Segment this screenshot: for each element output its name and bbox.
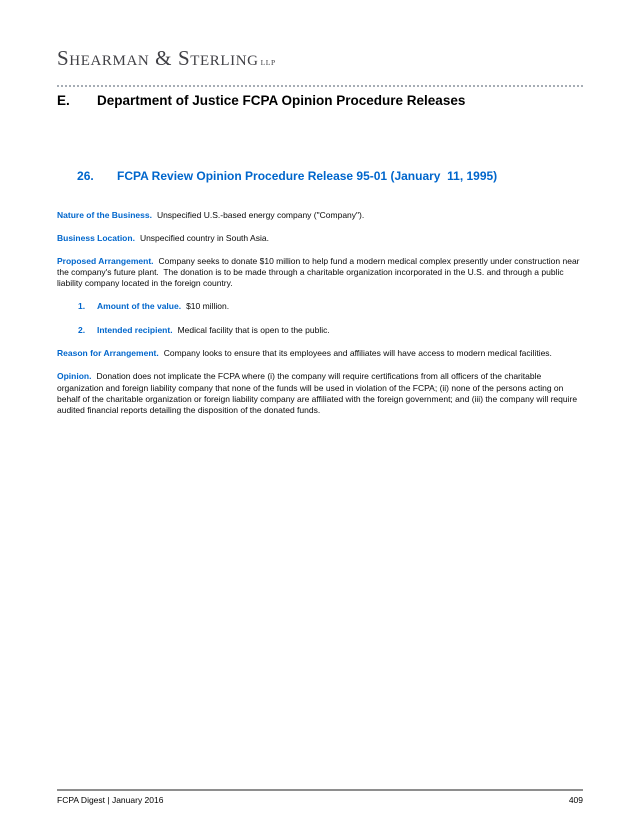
paragraph-text: Company seeks to donate $10 million to help fund a modern medical complex presently under construction near the company's future plant. The donation is to be made through a charitable organization incorporated in the U.S. and through a public liability company located in the foreign country. (57, 255, 582, 289)
list-item-text: Medical facility that is open to the public. (177, 324, 330, 335)
paragraph-text: Unspecified country in South Asia. (139, 232, 269, 243)
paragraph-reason-for-arrangement (57, 348, 583, 359)
firm-logo-suffix: LLP (260, 58, 276, 67)
paragraph-label: Reason for Arrangement. (57, 348, 159, 359)
footer-page-number: 409 (568, 795, 583, 805)
list-item-label: Intended recipient. (97, 324, 173, 335)
list-item (57, 325, 583, 336)
body-copy (57, 160, 583, 428)
paragraph-opinion (57, 371, 583, 416)
paragraph-proposed-arrangement (57, 256, 583, 290)
firm-logo-name: Shearman & Sterling (57, 46, 259, 70)
release-title: FCPA Review Opinion Procedure Release 95-01 (January 11, 1995) (117, 169, 498, 184)
list-item-text: $10 million. (186, 301, 230, 312)
footer-rule (57, 789, 583, 791)
paragraph-nature-of-business (57, 210, 583, 221)
header-dotted-divider (57, 85, 583, 87)
release-heading (57, 160, 583, 194)
paragraph-label: Proposed Arrangement. (57, 255, 154, 266)
footer-document-title: FCPA Digest | January 2016 (57, 795, 164, 805)
page-footer (57, 795, 583, 805)
list-item (57, 301, 583, 312)
paragraph-text: Company looks to ensure that its employees and affiliates will have access to modern medical facilities. (163, 348, 552, 359)
paragraph-text: Unspecified U.S.-based energy company ("Company"). (156, 209, 365, 220)
release-number: 26. (77, 169, 94, 184)
list-item-number: 1. (78, 301, 86, 312)
section-title: Department of Justice FCPA Opinion Procedure Releases (97, 93, 466, 108)
section-heading (57, 93, 583, 108)
list-item-number: 2. (78, 324, 86, 335)
paragraph-text: Donation does not implicate the FCPA where (i) the company will require certifications from all officers of the charitable organization and foreign liability company that none of the funds will be used in violation of the FCPA; (ii) none of the persons acting on behalf of the charitable organization or foreign liability company are affiliated with the foreign government; and (iii) the company will require audited financial reports detailing the disposition of the donated funds. (57, 371, 580, 416)
section-number: E. (57, 93, 70, 108)
paragraph-label: Nature of the Business. (57, 209, 152, 220)
firm-logo (57, 46, 276, 71)
paragraph-business-location (57, 233, 583, 244)
paragraph-label: Business Location. (57, 232, 135, 243)
paragraph-label: Opinion. (57, 371, 92, 382)
list-item-label: Amount of the value. (97, 301, 182, 312)
numbered-list (57, 301, 583, 336)
